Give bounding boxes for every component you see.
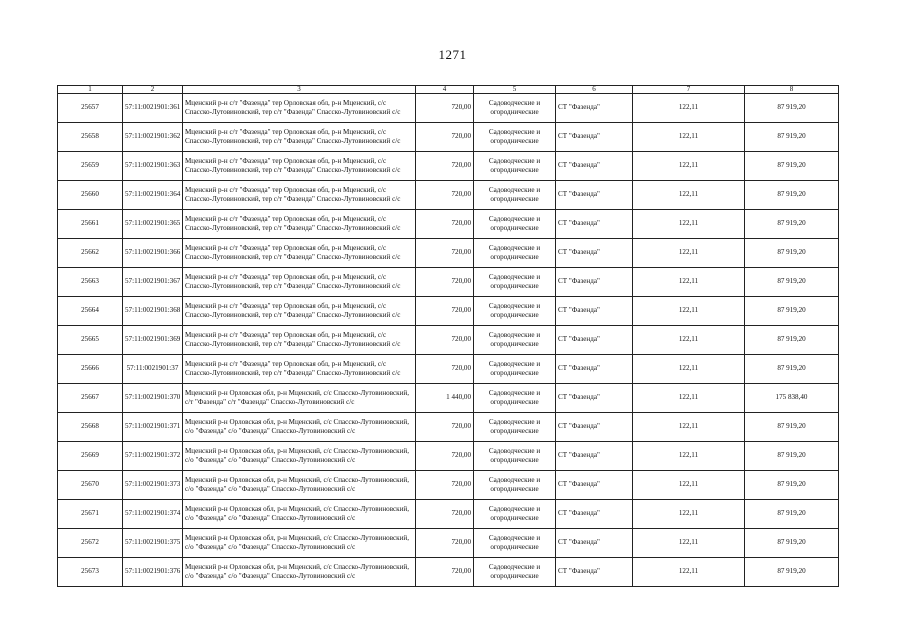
cadastral-number-cell: 57:11:0021901:364: [123, 181, 183, 210]
record-number-cell: 25659: [58, 152, 123, 181]
record-number-cell: 25672: [58, 529, 123, 558]
specific-value-cell: 122,11: [633, 181, 745, 210]
owner-cell: СТ "Фазенда": [556, 529, 633, 558]
cadastral-value-cell: 87 919,20: [745, 181, 839, 210]
owner-cell: СТ "Фазенда": [556, 558, 633, 587]
address-cell: Мценский р-н с/т "Фазенда" тер Орловская обл, р-н Мценский, с/с Спасско-Лутовиновский, тер с/т "Фазенда" Спасско-Лутовиновский с/с: [183, 123, 416, 152]
cadastral-value-cell: 87 919,20: [745, 268, 839, 297]
cadastral-number-cell: 57:11:0021901:370: [123, 384, 183, 413]
specific-value-cell: 122,11: [633, 123, 745, 152]
address-cell: Мценский р-н с/т "Фазенда" тер Орловская обл, р-н Мценский, с/с Спасско-Лутовиновский, тер с/т "Фазенда" Спасско-Лутовиновский с/с: [183, 181, 416, 210]
cadastral-value-cell: 175 838,40: [745, 384, 839, 413]
table-body: [58, 94, 839, 587]
owner-cell: СТ "Фазенда": [556, 152, 633, 181]
land-registry-table: [57, 85, 839, 587]
cadastral-value-cell: 87 919,20: [745, 355, 839, 384]
land-use-cell: Садоводческие и огороднические: [474, 355, 556, 384]
address-cell: Мценский р-н с/т "Фазенда" тер Орловская обл, р-н Мценский, с/с Спасско-Лутовиновский, тер с/т "Фазенда" Спасско-Лутовиновский с/с: [183, 268, 416, 297]
owner-cell: СТ "Фазенда": [556, 268, 633, 297]
record-number-cell: 25670: [58, 471, 123, 500]
owner-cell: СТ "Фазенда": [556, 413, 633, 442]
area-cell: 720,00: [416, 413, 474, 442]
cadastral-number-cell: 57:11:0021901:375: [123, 529, 183, 558]
land-use-cell: Садоводческие и огороднические: [474, 384, 556, 413]
column-header-6: 6: [556, 86, 633, 94]
header-row: [58, 86, 839, 94]
table-row: [58, 123, 839, 152]
land-use-cell: Садоводческие и огороднические: [474, 442, 556, 471]
land-use-cell: Садоводческие и огороднические: [474, 500, 556, 529]
cadastral-number-cell: 57:11:0021901:362: [123, 123, 183, 152]
column-header-7: 7: [633, 86, 745, 94]
specific-value-cell: 122,11: [633, 529, 745, 558]
table-row: [58, 471, 839, 500]
table-row: [58, 152, 839, 181]
specific-value-cell: 122,11: [633, 268, 745, 297]
cadastral-number-cell: 57:11:0021901:37: [123, 355, 183, 384]
area-cell: 720,00: [416, 500, 474, 529]
owner-cell: СТ "Фазенда": [556, 297, 633, 326]
table-header: [58, 86, 839, 94]
cadastral-value-cell: 87 919,20: [745, 152, 839, 181]
land-use-cell: Садоводческие и огороднические: [474, 152, 556, 181]
owner-cell: СТ "Фазенда": [556, 471, 633, 500]
land-use-cell: Садоводческие и огороднические: [474, 268, 556, 297]
land-use-cell: Садоводческие и огороднические: [474, 297, 556, 326]
address-cell: Мценский р-н с/т "Фазенда" тер Орловская обл, р-н Мценский, с/с Спасско-Лутовиновский, тер с/т "Фазенда" Спасско-Лутовиновский с/с: [183, 210, 416, 239]
specific-value-cell: 122,11: [633, 384, 745, 413]
cadastral-value-cell: 87 919,20: [745, 558, 839, 587]
address-cell: Мценский р-н с/т "Фазенда" тер Орловская обл, р-н Мценский, с/с Спасско-Лутовиновский, тер с/т "Фазенда" Спасско-Лутовиновский с/с: [183, 297, 416, 326]
land-use-cell: Садоводческие и огороднические: [474, 239, 556, 268]
table-row: [58, 558, 839, 587]
column-header-1: 1: [58, 86, 123, 94]
table-row: [58, 500, 839, 529]
owner-cell: СТ "Фазенда": [556, 210, 633, 239]
record-number-cell: 25658: [58, 123, 123, 152]
record-number-cell: 25667: [58, 384, 123, 413]
cadastral-value-cell: 87 919,20: [745, 123, 839, 152]
area-cell: 720,00: [416, 94, 474, 123]
land-use-cell: Садоводческие и огороднические: [474, 123, 556, 152]
land-use-cell: Садоводческие и огороднические: [474, 413, 556, 442]
cadastral-number-cell: 57:11:0021901:376: [123, 558, 183, 587]
cadastral-value-cell: 87 919,20: [745, 210, 839, 239]
cadastral-number-cell: 57:11:0021901:373: [123, 471, 183, 500]
specific-value-cell: 122,11: [633, 94, 745, 123]
area-cell: 720,00: [416, 181, 474, 210]
owner-cell: СТ "Фазенда": [556, 239, 633, 268]
record-number-cell: 25669: [58, 442, 123, 471]
table-row: [58, 181, 839, 210]
area-cell: 720,00: [416, 326, 474, 355]
table-row: [58, 355, 839, 384]
specific-value-cell: 122,11: [633, 239, 745, 268]
specific-value-cell: 122,11: [633, 355, 745, 384]
land-use-cell: Садоводческие и огороднические: [474, 94, 556, 123]
specific-value-cell: 122,11: [633, 326, 745, 355]
specific-value-cell: 122,11: [633, 210, 745, 239]
area-cell: 720,00: [416, 471, 474, 500]
record-number-cell: 25666: [58, 355, 123, 384]
land-use-cell: Садоводческие и огороднические: [474, 471, 556, 500]
address-cell: Мценский р-н Орловская обл, р-н Мценский, с/с Спасско-Лутовиновский, с/о "Фазенда" с/о "Фазенда" Спасско-Лутовиновский с/с: [183, 558, 416, 587]
record-number-cell: 25663: [58, 268, 123, 297]
owner-cell: СТ "Фазенда": [556, 326, 633, 355]
table-row: [58, 239, 839, 268]
record-number-cell: 25657: [58, 94, 123, 123]
cadastral-number-cell: 57:11:0021901:366: [123, 239, 183, 268]
cadastral-number-cell: 57:11:0021901:368: [123, 297, 183, 326]
address-cell: Мценский р-н с/т "Фазенда" тер Орловская обл, р-н Мценский, с/с Спасско-Лутовиновский, тер с/т "Фазенда" Спасско-Лутовиновский с/с: [183, 152, 416, 181]
address-cell: Мценский р-н Орловская обл, р-н Мценский, с/с Спасско-Лутовиновский, с/о "Фазенда" с/о "Фазенда" Спасско-Лутовиновский с/с: [183, 471, 416, 500]
address-cell: Мценский р-н Орловская обл, р-н Мценский, с/с Спасско-Лутовиновский, с/о "Фазенда" с/о "Фазенда" Спасско-Лутовиновский с/с: [183, 442, 416, 471]
table-row: [58, 442, 839, 471]
record-number-cell: 25673: [58, 558, 123, 587]
area-cell: 720,00: [416, 268, 474, 297]
specific-value-cell: 122,11: [633, 152, 745, 181]
area-cell: 720,00: [416, 442, 474, 471]
owner-cell: СТ "Фазенда": [556, 123, 633, 152]
address-cell: Мценский р-н с/т "Фазенда" тер Орловская обл, р-н Мценский, с/с Спасско-Лутовиновский, тер с/т "Фазенда" Спасско-Лутовиновский с/с: [183, 94, 416, 123]
area-cell: 1 440,00: [416, 384, 474, 413]
cadastral-value-cell: 87 919,20: [745, 326, 839, 355]
record-number-cell: 25660: [58, 181, 123, 210]
area-cell: 720,00: [416, 239, 474, 268]
cadastral-number-cell: 57:11:0021901:361: [123, 94, 183, 123]
table-row: [58, 413, 839, 442]
cadastral-number-cell: 57:11:0021901:367: [123, 268, 183, 297]
specific-value-cell: 122,11: [633, 297, 745, 326]
specific-value-cell: 122,11: [633, 442, 745, 471]
record-number-cell: 25668: [58, 413, 123, 442]
cadastral-number-cell: 57:11:0021901:374: [123, 500, 183, 529]
specific-value-cell: 122,11: [633, 471, 745, 500]
land-use-cell: Садоводческие и огороднические: [474, 558, 556, 587]
cadastral-number-cell: 57:11:0021901:371: [123, 413, 183, 442]
table-row: [58, 297, 839, 326]
cadastral-value-cell: 87 919,20: [745, 471, 839, 500]
land-use-cell: Садоводческие и огороднические: [474, 181, 556, 210]
cadastral-value-cell: 87 919,20: [745, 239, 839, 268]
cadastral-value-cell: 87 919,20: [745, 413, 839, 442]
cadastral-value-cell: 87 919,20: [745, 297, 839, 326]
land-use-cell: Садоводческие и огороднические: [474, 529, 556, 558]
column-header-4: 4: [416, 86, 474, 94]
record-number-cell: 25661: [58, 210, 123, 239]
area-cell: 720,00: [416, 529, 474, 558]
cadastral-value-cell: 87 919,20: [745, 529, 839, 558]
table-row: [58, 529, 839, 558]
cadastral-number-cell: 57:11:0021901:363: [123, 152, 183, 181]
owner-cell: СТ "Фазенда": [556, 500, 633, 529]
record-number-cell: 25671: [58, 500, 123, 529]
address-cell: Мценский р-н Орловская обл, р-н Мценский, с/с Спасско-Лутовиновский, с/о "Фазенда" с/о "Фазенда" Спасско-Лутовиновский с/с: [183, 413, 416, 442]
table-row: [58, 384, 839, 413]
page-number: 1271: [438, 47, 467, 62]
owner-cell: СТ "Фазенда": [556, 442, 633, 471]
specific-value-cell: 122,11: [633, 558, 745, 587]
address-cell: Мценский р-н с/т "Фазенда" тер Орловская обл, р-н Мценский, с/с Спасско-Лутовиновский, тер с/т "Фазенда" Спасско-Лутовиновский с/с: [183, 326, 416, 355]
record-number-cell: 25664: [58, 297, 123, 326]
specific-value-cell: 122,11: [633, 413, 745, 442]
column-header-2: 2: [123, 86, 183, 94]
specific-value-cell: 122,11: [633, 500, 745, 529]
area-cell: 720,00: [416, 558, 474, 587]
column-header-8: 8: [745, 86, 839, 94]
address-cell: Мценский р-н с/т "Фазенда" тер Орловская обл, р-н Мценский, с/с Спасско-Лутовиновский, тер с/т "Фазенда" Спасско-Лутовиновский с/с: [183, 355, 416, 384]
table-row: [58, 326, 839, 355]
cadastral-number-cell: 57:11:0021901:365: [123, 210, 183, 239]
column-header-5: 5: [474, 86, 556, 94]
table-row: [58, 268, 839, 297]
table-row: [58, 210, 839, 239]
owner-cell: СТ "Фазенда": [556, 94, 633, 123]
area-cell: 720,00: [416, 152, 474, 181]
address-cell: Мценский р-н с/т "Фазенда" тер Орловская обл, р-н Мценский, с/с Спасско-Лутовиновский, тер с/т "Фазенда" Спасско-Лутовиновский с/с: [183, 239, 416, 268]
cadastral-value-cell: 87 919,20: [745, 94, 839, 123]
column-header-3: 3: [183, 86, 416, 94]
area-cell: 720,00: [416, 210, 474, 239]
record-number-cell: 25662: [58, 239, 123, 268]
address-cell: Мценский р-н Орловская обл, р-н Мценский, с/с Спасско-Лутовиновский, с/т "Фазенда" с/т "Фазенда" Спасско-Лутовиновский с/с: [183, 384, 416, 413]
address-cell: Мценский р-н Орловская обл, р-н Мценский, с/с Спасско-Лутовиновский, с/о "Фазенда" с/о "Фазенда" Спасско-Лутовиновский с/с: [183, 529, 416, 558]
cadastral-number-cell: 57:11:0021901:369: [123, 326, 183, 355]
owner-cell: СТ "Фазенда": [556, 355, 633, 384]
table-row: [58, 94, 839, 123]
land-use-cell: Садоводческие и огороднические: [474, 210, 556, 239]
land-use-cell: Садоводческие и огороднические: [474, 326, 556, 355]
owner-cell: СТ "Фазенда": [556, 384, 633, 413]
address-cell: Мценский р-н Орловская обл, р-н Мценский, с/с Спасско-Лутовиновский, с/о "Фазенда" с/о "Фазенда" Спасско-Лутовиновский с/с: [183, 500, 416, 529]
area-cell: 720,00: [416, 123, 474, 152]
owner-cell: СТ "Фазенда": [556, 181, 633, 210]
area-cell: 720,00: [416, 355, 474, 384]
cadastral-value-cell: 87 919,20: [745, 500, 839, 529]
area-cell: 720,00: [416, 297, 474, 326]
cadastral-number-cell: 57:11:0021901:372: [123, 442, 183, 471]
record-number-cell: 25665: [58, 326, 123, 355]
cadastral-value-cell: 87 919,20: [745, 442, 839, 471]
